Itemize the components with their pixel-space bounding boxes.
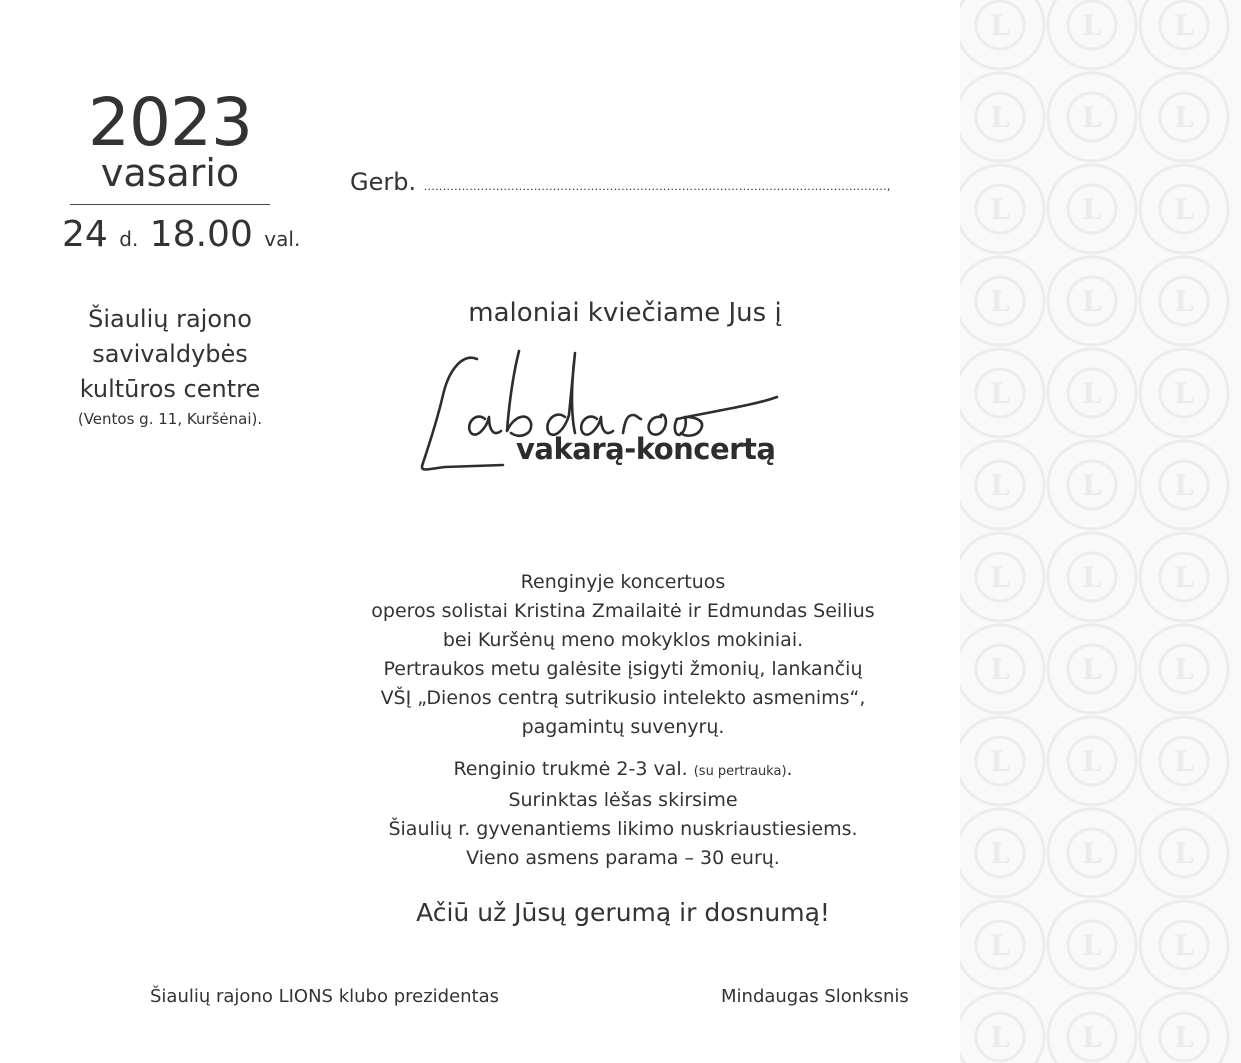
svg-text:L: L	[990, 745, 1010, 778]
svg-text:L: L	[1174, 561, 1194, 594]
lions-logo-icon	[960, 349, 1044, 437]
description-para-2	[323, 755, 923, 873]
svg-text:L: L	[1174, 745, 1194, 778]
duration-note: (su pertrauka)	[693, 764, 787, 779]
svg-text:L: L	[1082, 193, 1102, 226]
event-year: 2023	[88, 84, 252, 161]
svg-text:L: L	[990, 285, 1010, 318]
description-line: Renginyje koncertuos	[520, 571, 726, 593]
lions-logo-icon	[1048, 533, 1136, 621]
svg-text:L: L	[1082, 745, 1102, 778]
event-name: vakarą-koncertą	[516, 432, 776, 466]
lions-logo-icon	[960, 809, 1044, 897]
svg-text:L: L	[1174, 653, 1194, 686]
svg-text:L: L	[1082, 469, 1102, 502]
lions-logo-icon	[1140, 73, 1228, 161]
svg-text:L: L	[1174, 285, 1194, 318]
lions-logo-icon	[1140, 533, 1228, 621]
event-month: vasario	[100, 151, 240, 195]
lions-logo-icon	[1048, 257, 1136, 345]
thanks-line: Ačiū už Jūsų gerumą ir dosnumą!	[416, 898, 830, 927]
venue-line-3: kultūros centre	[79, 375, 261, 403]
event-day: 24	[62, 214, 108, 255]
description-line: Vieno asmens parama – 30 eurų.	[466, 847, 780, 869]
lions-logo-icon	[1048, 0, 1136, 69]
svg-text:L: L	[990, 653, 1010, 686]
lions-logo-icon	[960, 533, 1044, 621]
lions-logo-pattern	[960, 0, 1241, 1063]
lions-logo-icon	[1048, 809, 1136, 897]
event-day-suffix: d.	[119, 227, 139, 251]
date-divider	[70, 204, 270, 205]
description-line: Pertraukos metu galėsite įsigyti žmonių, lankančių	[383, 658, 863, 680]
lions-logo-icon	[1048, 625, 1136, 713]
lions-logo-icon	[960, 993, 1044, 1063]
venue-line-1: Šiaulių rajono	[88, 305, 252, 333]
svg-text:L: L	[990, 193, 1010, 226]
event-date	[62, 84, 301, 259]
svg-text:L: L	[1174, 101, 1194, 134]
event-day-time	[62, 214, 301, 259]
duration-line	[323, 755, 923, 786]
greeting-line	[350, 168, 891, 196]
svg-text:L: L	[1174, 193, 1194, 226]
lions-logo-icon	[1140, 257, 1228, 345]
lions-logo-icon	[1048, 73, 1136, 161]
lions-logo-icon	[1048, 441, 1136, 529]
svg-text:L: L	[990, 377, 1010, 410]
svg-text:L: L	[990, 561, 1010, 594]
event-time: 18.00	[149, 214, 253, 255]
svg-text:L: L	[1174, 377, 1194, 410]
duration-end: .	[786, 758, 793, 780]
description-line: Surinktas lėšas skirsime	[508, 789, 738, 811]
signature-name: Mindaugas Slonksnis	[721, 986, 909, 1007]
description-line: bei Kuršėnų meno mokyklos mokiniai.	[442, 629, 804, 651]
greeting-label: Gerb.	[350, 168, 417, 196]
invitation-intro: maloniai kviečiame Jus į	[468, 298, 782, 328]
event-time-suffix: val.	[264, 227, 301, 251]
greeting-blank: ..........................................................................................................................,	[423, 180, 891, 193]
venue-line-2: savivaldybės	[92, 340, 248, 368]
lions-logo-icon	[960, 0, 1044, 69]
svg-text:L: L	[1174, 929, 1194, 962]
lions-logo-icon	[1140, 901, 1228, 989]
lions-logo-icon	[1048, 993, 1136, 1063]
svg-text:L: L	[1174, 837, 1194, 870]
svg-text:L: L	[1082, 561, 1102, 594]
svg-text:L: L	[990, 1021, 1010, 1054]
svg-text:L: L	[1082, 1021, 1102, 1054]
lions-logo-icon	[1048, 901, 1136, 989]
lions-logo-icon	[1140, 993, 1228, 1063]
svg-text:L: L	[990, 929, 1010, 962]
svg-text:L: L	[1174, 1021, 1194, 1054]
svg-text:L: L	[1082, 653, 1102, 686]
description-line: operos solistai Kristina Zmailaitė ir Edmundas Seilius	[371, 600, 875, 622]
lions-logo-icon	[1140, 165, 1228, 253]
lions-logo-icon	[1140, 349, 1228, 437]
lions-logo-icon	[960, 441, 1044, 529]
lions-logo-icon	[960, 257, 1044, 345]
lions-logo-icon	[1140, 809, 1228, 897]
svg-text:L: L	[1174, 9, 1194, 42]
svg-text:L: L	[1082, 285, 1102, 318]
description-line: VŠĮ „Dienos centrą sutrikusio intelekto asmenims“,	[380, 687, 866, 709]
svg-text:L: L	[1082, 101, 1102, 134]
lions-logo-icon	[1140, 0, 1228, 69]
svg-text:L: L	[990, 837, 1010, 870]
svg-text:L: L	[990, 101, 1010, 134]
description-line: pagamintų suvenyrų.	[521, 716, 725, 738]
lions-logo-icon	[960, 901, 1044, 989]
svg-text:L: L	[990, 469, 1010, 502]
lions-logo-icon	[1048, 165, 1136, 253]
svg-text:L: L	[1174, 469, 1194, 502]
description-line: Šiaulių r. gyvenantiems likimo nuskriaustiesiems.	[388, 818, 858, 840]
venue-address: (Ventos g. 11, Kuršėnai).	[77, 410, 263, 428]
signature-title: Šiaulių rajono LIONS klubo prezidentas	[150, 986, 500, 1007]
svg-text:L: L	[1082, 9, 1102, 42]
lions-watermark-pattern	[960, 0, 1241, 1063]
lions-logo-icon	[1140, 441, 1228, 529]
description-para-1	[323, 568, 923, 742]
event-description	[323, 568, 923, 873]
lions-logo-icon	[1048, 349, 1136, 437]
svg-text:L: L	[1082, 377, 1102, 410]
lions-logo-icon	[1048, 717, 1136, 805]
svg-text:L: L	[1082, 929, 1102, 962]
lions-logo-icon	[960, 73, 1044, 161]
svg-text:L: L	[1082, 837, 1102, 870]
lions-logo-icon	[960, 717, 1044, 805]
lions-logo-icon	[1140, 717, 1228, 805]
duration-text: Renginio trukmė 2-3 val.	[453, 758, 688, 780]
lions-logo-icon	[960, 165, 1044, 253]
event-venue	[62, 302, 278, 429]
lions-logo-icon	[1140, 625, 1228, 713]
svg-text:L: L	[990, 9, 1010, 42]
lions-logo-icon	[960, 625, 1044, 713]
